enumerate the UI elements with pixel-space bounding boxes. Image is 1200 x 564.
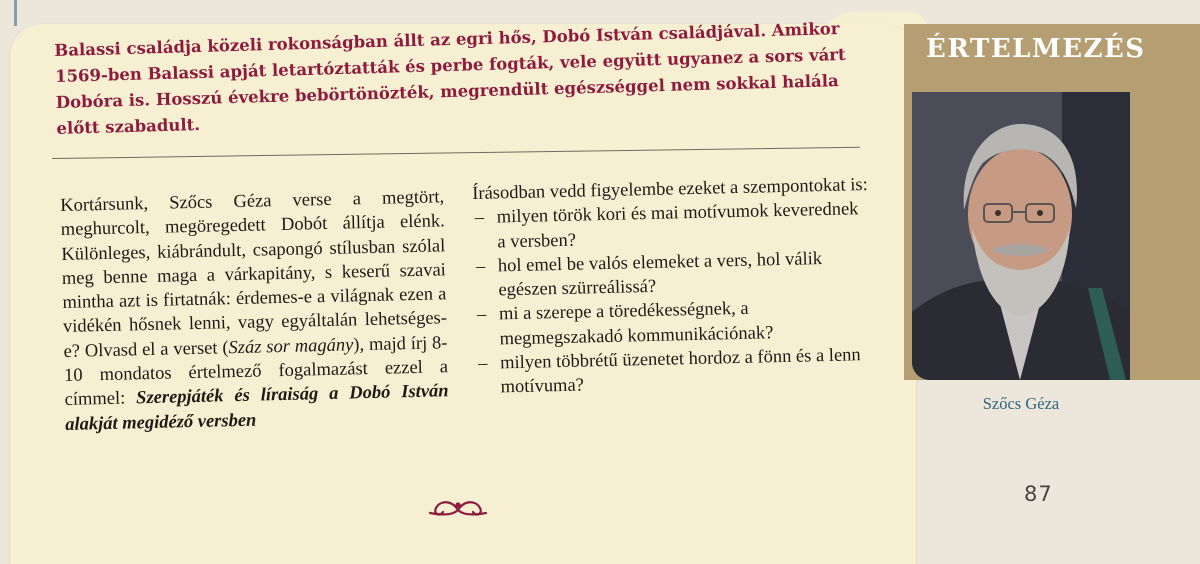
list-item-text: hol emel be valós elemeket a vers, hol válik egészen szürreálissá? (497, 248, 823, 301)
list-item (476, 343, 873, 401)
dash-bullet: – (476, 305, 487, 326)
aspects-list (473, 197, 873, 400)
left-column-text (60, 185, 449, 437)
list-item-text: mi a szerepe a töredékességnek, a megmegszakadó kommunikációnak? (498, 299, 774, 350)
intro-paragraph: Balassi családja közeli rokonságban állt az egri hős, Dobó István családjával. Amikor 1569-ben Balassi apját letartóztatták és perbe fogták, vele együtt ugyanez a sors várt Dobóra is. Hosszú évekre bebörtönözték, megrendült egészséggel nem sokkal halála előtt szabadult. (54, 19, 846, 138)
dash-bullet: – (474, 208, 485, 229)
task-title: Szerepjáték és líraiság a Dobó István alakját megidéző versben (65, 381, 449, 435)
portrait-illustration (912, 92, 1130, 380)
dash-bullet: – (477, 353, 488, 374)
aspects-lead: Írásodban vedd figyelembe ezeket a szempontokat is: (472, 175, 868, 204)
poem-title: Száz sor magány (228, 335, 354, 358)
ornament-icon (424, 492, 492, 522)
list-item-text: milyen többrétű üzenetet hordoz a fönn és a lenn motívuma? (499, 345, 861, 398)
right-column (472, 173, 873, 401)
list-item-text: milyen török kori és mai motívumok keverednek a versben? (496, 199, 859, 253)
photo-caption: Szőcs Géza (982, 394, 1060, 413)
left-text-part-2: ), majd írj 8-10 mondatos értelmező fogalmazást ezzel a címmel: (63, 333, 449, 411)
dash-bullet: – (475, 256, 486, 277)
section-heading: ÉRTELMEZÉS (926, 34, 1146, 64)
left-text-part-1: Kortársunk, Szőcs Géza verse a megtört, meghurcolt, megöregedett Dobót állítja elénk. Különleges, kiábrándult, csapongó stílusban szólal meg benne maga a várkapitány, s keserű szavai mintha azt is firtatnák: érdemes-e a világnak ezen a vidékén hősnek lenni, vagy egyáltalán lehetséges-e? Olvasd el a verset ( (60, 187, 448, 362)
page-number: 87 (1024, 482, 1053, 506)
margin-rule (14, 0, 17, 26)
portrait-photo (912, 92, 1130, 380)
